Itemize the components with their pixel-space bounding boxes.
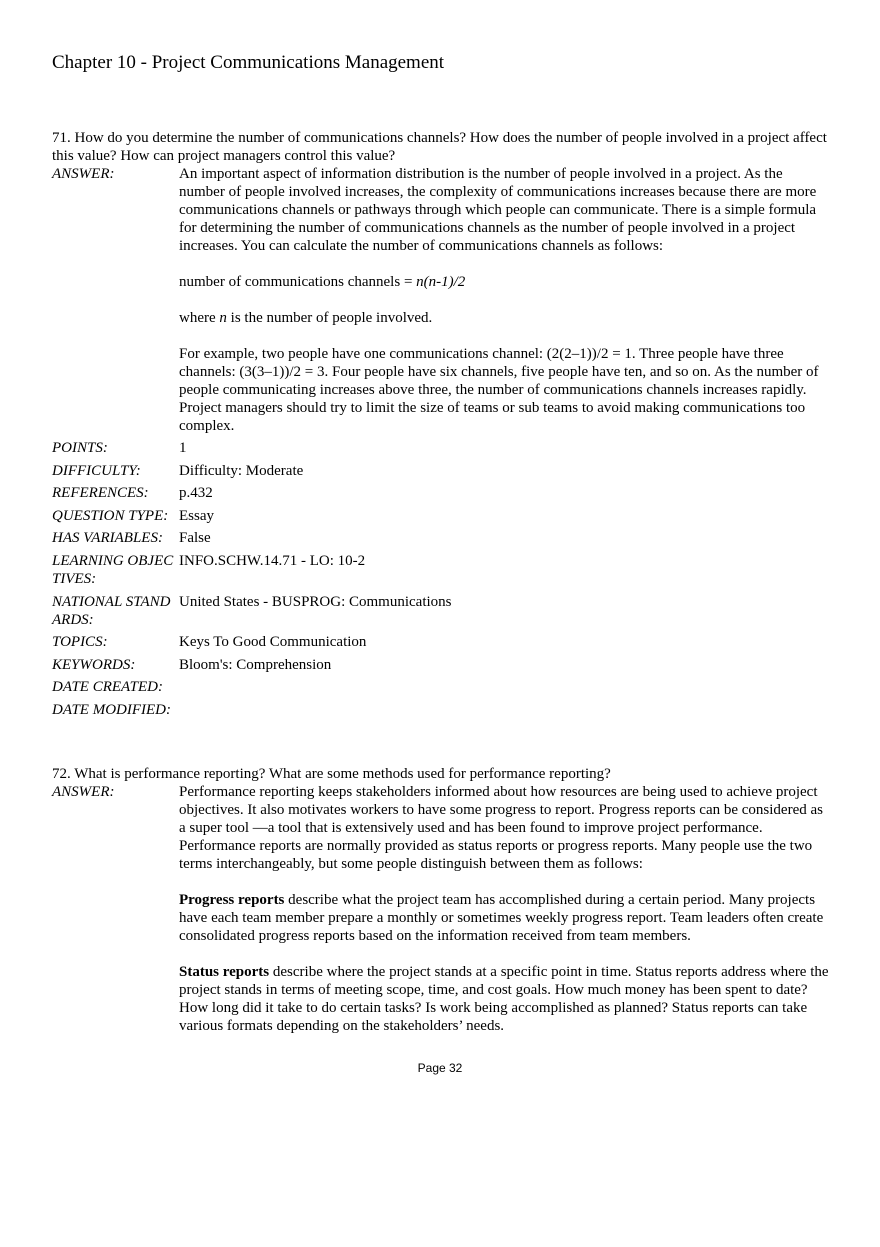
where-text-a: where [179,310,220,326]
metadata-row [52,484,832,502]
metadata-value: INFO.SCHW.14.71 - LO: 10-2 [179,552,366,569]
progress-reports-para [179,891,832,945]
metadata-value: Bloom's: Comprehension [179,656,332,673]
answer-71-para1: An important aspect of information distribution is the number of people involved in a project. As the number of people involved increases, the complexity of communications increases because there are more communications channels or pathways through which people can communicate. There is a simple formula for determining the number of communications channels as the number of people involved in a project increases. You can calculate the number of communications channels as follows: [179,166,817,254]
metadata-row [52,593,832,629]
where-text-b: is the number of people involved. [226,310,433,326]
metadata-label: DATE MODIFIED: [52,701,171,718]
answer-71 [52,165,832,435]
metadata-value [179,678,832,696]
metadata-label: REFERENCES: [52,485,149,502]
metadata-row [52,656,832,674]
metadata-label: POINTS: [52,440,108,456]
metadata-row [52,507,832,525]
metadata-value: 1 [179,440,187,456]
formula-where [179,309,832,327]
page-number: Page 32 [417,1061,463,1075]
metadata-row [52,678,832,696]
answer-label: ANSWER: [52,784,115,800]
metadata-row [52,633,832,651]
metadata-value: False [179,530,211,547]
question-72 [52,765,832,1035]
metadata-label: DIFFICULTY: [52,462,141,479]
metadata-label: QUESTION TYPE: [52,507,169,524]
metadata-label: TOPICS: [52,634,108,651]
answer-71-body [179,165,832,435]
question-71-text: 71. How do you determine the number of communications channels? How does the number of people involved in a project affect this value? How can project managers control this value? [52,130,827,164]
metadata-row [52,529,832,547]
metadata-label: NATIONAL STANDARDS: [52,593,171,628]
answer-71-para3: For example, two people have one communications channel: (2(2–1))/2 = 1. Three people have three channels: (3(3–1))/2 = 3. Four people have six channels, five people have ten, and so on. As the number of people communicating increases above three, the number of communications channels increases rapidly. Project managers should try to limit the size of teams or sub teams to avoid making communications too complex. [179,346,819,434]
metadata-value: Keys To Good Communication [179,634,367,651]
formula-text: number of communications channels = [179,274,417,290]
status-reports-term: Status reports [179,964,270,980]
answer-label: ANSWER: [52,166,115,182]
status-reports-text: describe where the project stands at a specific point in time. Status reports address where the project stands in terms of meeting scope, time, and cost goals. How much money has been spent to date? How long did it take to do certain tasks? Is work being accomplished as planned? Status reports can take various formats depending on the stakeholders’ needs. [179,964,829,1034]
metadata-label: HAS VARIABLES: [52,530,163,547]
metadata-value [179,701,832,719]
question-72-text: 72. What is performance reporting? What are some methods used for performance reporting? [52,766,611,782]
metadata-value: p.432 [179,485,213,502]
answer-72-para1: Performance reporting keeps stakeholders informed about how resources are being used to achieve project objectives. It also motivates workers to have some progress to report. Progress reports can be considered as a super tool —a tool that is extensively used and has been found to improve project performance. Performance reports are normally provided as status reports or progress reports. Many people use the two terms interchangeably, but some people distinguish between them as follows: [179,784,823,872]
chapter-title: Chapter 10 - Project Communications Management [52,52,445,73]
progress-reports-term: Progress reports [179,892,285,908]
metadata-label: KEYWORDS: [52,656,136,673]
metadata-label: LEARNING OBJECTIVES: [52,552,174,587]
metadata-value: Difficulty: Moderate [179,462,304,479]
answer-72-body [179,783,832,1035]
metadata-row [52,439,832,457]
status-reports-para [179,963,832,1035]
formula [179,273,832,291]
metadata-row [52,462,832,480]
metadata-row [52,552,832,588]
metadata-value: Essay [179,507,214,524]
metadata-label: DATE CREATED: [52,679,163,696]
answer-72 [52,783,832,1035]
question-71-metadata [52,439,832,719]
metadata-value: United States - BUSPROG: Communications [179,593,452,610]
progress-reports-text: describe what the project team has accomplished during a certain period. Many projects have each team member prepare a monthly or sometimes weekly progress report. Team leaders often create consolidated progress reports based on the information received from team members. [179,892,824,944]
formula-expr: n(n-1)/2 [416,274,466,290]
where-variable: n [219,310,227,326]
question-71 [52,129,832,724]
metadata-row [52,701,832,719]
